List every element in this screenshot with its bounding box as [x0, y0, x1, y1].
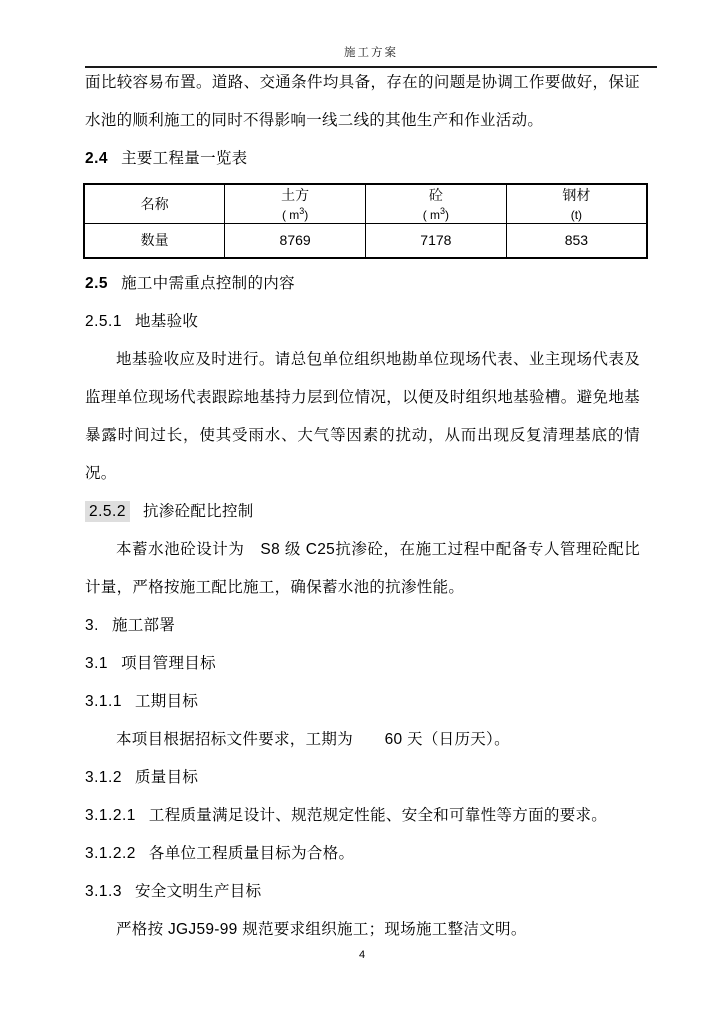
heading-2-5-2 [85, 493, 640, 531]
heading-title: 主要工程量一览表 [121, 150, 248, 167]
heading-2-4 [85, 140, 640, 178]
heading-number: 3. [85, 617, 99, 634]
row-label-cell: 数量 [84, 224, 225, 259]
table-header-name: 名称 [84, 184, 225, 224]
heading-title: 安全文明生产目标 [134, 883, 262, 900]
heading-3-1 [85, 645, 640, 683]
heading-number: 3.1 [85, 655, 109, 672]
heading-2-5 [85, 265, 640, 303]
heading-title: 施工部署 [111, 617, 176, 634]
heading-title: 质量目标 [134, 769, 199, 786]
heading-title: 工程质量满足设计、规范规定性能、安全和可靠性等方面的要求。 [148, 807, 608, 824]
column-unit: (t) [570, 207, 583, 222]
heading-3 [85, 607, 640, 645]
heading-number: 3.1.2 [85, 769, 122, 786]
table-header-row [84, 184, 647, 224]
page-number: 4 [358, 949, 366, 961]
heading-3-1-1 [85, 683, 640, 721]
paragraph-foundation-acceptance: 地基验收应及时进行。请总包单位组织地勘单位现场代表、业主现场代表及监理单位现场代表跟踪地基持力层到位情况，以便及时组织地基验槽。避免地基暴露时间过长，使其受雨水、大气等因素的扰动，从而出现反复清理基底的情况。 [85, 351, 640, 482]
concrete-value-cell: 7178 [366, 224, 507, 259]
table-header-concrete [366, 184, 507, 224]
heading-2-5-1 [85, 303, 640, 341]
steel-value-cell: 853 [506, 224, 647, 259]
heading-3-1-3 [85, 873, 640, 911]
paragraph-concrete-mix: 本蓄水池砼设计为 S8 级 C25抗渗砼，在施工过程中配备专人管理砼配比计量，严格按施工配比施工，确保蓄水池的抗渗性能。 [85, 541, 640, 596]
heading-3-1-2-1 [85, 797, 640, 835]
heading-number: 2.5 [85, 275, 109, 292]
page-footer [0, 949, 724, 961]
paragraph-duration-goal: 本项目根据招标文件要求，工期为 60 天（日历天）。 [116, 731, 510, 748]
page-header-title: 施工方案 [344, 47, 398, 59]
table-header-steel [506, 184, 647, 224]
paragraph-safety-goal: 严格按 JGJ59-99 规范要求组织施工；现场施工整洁文明。 [116, 921, 527, 938]
heading-3-1-2 [85, 759, 640, 797]
quantity-table [83, 183, 648, 259]
heading-title: 各单位工程质量目标为合格。 [148, 845, 355, 862]
heading-title: 施工中需重点控制的内容 [121, 275, 295, 292]
heading-number: 3.1.2.1 [85, 807, 136, 824]
column-title: 砼 [428, 186, 443, 203]
column-title: 土方 [281, 186, 310, 203]
heading-title: 项目管理目标 [121, 655, 216, 672]
heading-number: 3.1.3 [85, 883, 122, 900]
heading-number: 2.5.1 [85, 313, 122, 330]
heading-number: 3.1.2.2 [85, 845, 136, 862]
earthwork-value-cell: 8769 [225, 224, 366, 259]
heading-number: 2.4 [85, 150, 109, 167]
heading-number: 3.1.1 [85, 693, 122, 710]
heading-title: 地基验收 [134, 313, 199, 330]
document-body [85, 64, 640, 949]
heading-number-highlighted: 2.5.2 [85, 501, 130, 522]
heading-3-1-2-2 [85, 835, 640, 873]
column-unit: ( $m^3$) [281, 205, 309, 222]
heading-title: 工期目标 [134, 693, 199, 710]
table-data-row [84, 224, 647, 259]
column-unit: ( $m^3$) [422, 205, 450, 222]
unit-superscript: 3 [440, 205, 446, 216]
unit-superscript: 3 [299, 205, 305, 216]
heading-title: 抗渗砼配比控制 [142, 503, 254, 520]
paragraph-intro: 面比较容易布置。道路、交通条件均具备，存在的问题是协调工作要做好，保证水池的顺利施工的同时不得影响一线二线的其他生产和作业活动。 [85, 74, 640, 129]
table-header-earthwork [225, 184, 366, 224]
column-title: 钢材 [562, 186, 591, 203]
